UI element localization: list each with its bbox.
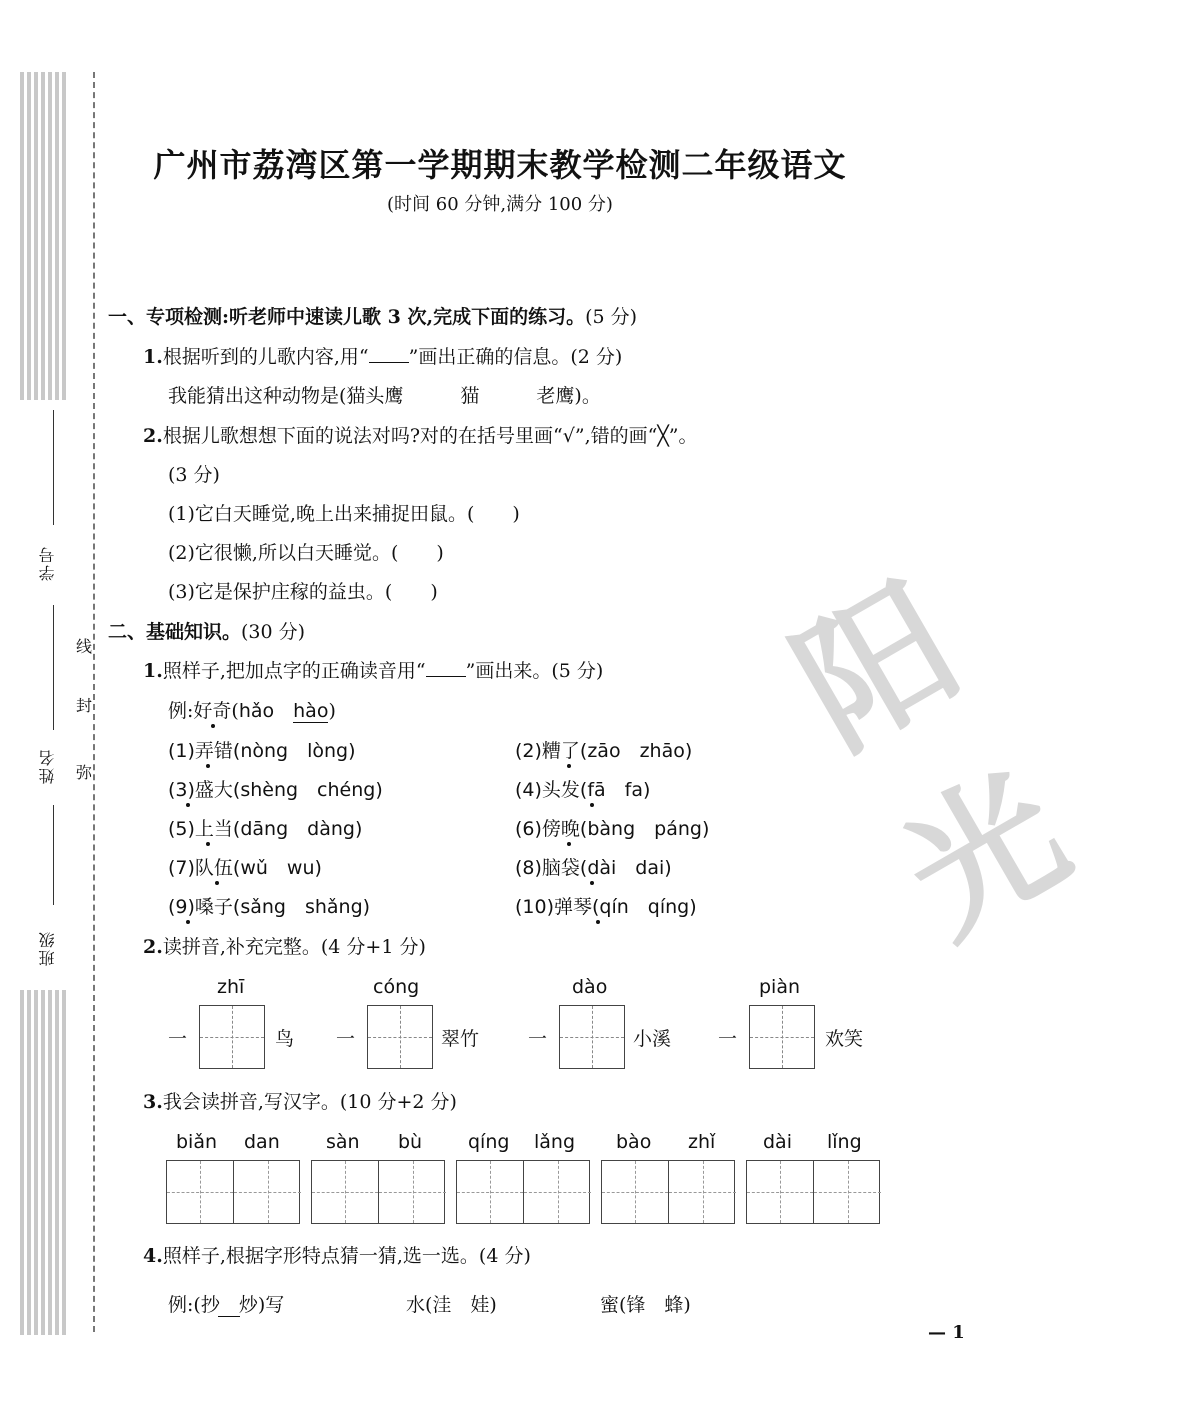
s1-q1-blank [369, 346, 409, 363]
name-label: 姓名 [38, 748, 57, 784]
section2-heading [108, 617, 305, 644]
s2-q1-num: 1. [143, 660, 163, 682]
s2-q3-pinyin: qíng [468, 1131, 510, 1153]
margin-stripes-bottom [20, 990, 68, 1335]
page-number: — 1 [928, 1322, 965, 1343]
s2-q2-prefix: 一 [718, 1028, 738, 1050]
margin-stripes-top [20, 72, 68, 400]
section2-score: (30 分) [241, 621, 306, 643]
s2-q3-grid[interactable] [166, 1160, 300, 1224]
s2-q2-pinyin: piàn [759, 976, 801, 998]
s2-q3-grid[interactable] [456, 1160, 590, 1224]
emphasis-dot [211, 724, 215, 728]
s2-q2 [143, 932, 426, 959]
s1-q2-num: 2. [143, 425, 163, 447]
emphasis-dot [186, 803, 190, 807]
s2-q1-example-py2: hào [293, 700, 329, 722]
seal-char-mi: 弥 [76, 763, 93, 782]
s2-q4-example-underline [218, 1316, 240, 1317]
seal-dashed-line [93, 72, 95, 1332]
s2-q3-num: 3. [143, 1091, 163, 1113]
s2-q1-example-prefix: 例:好奇( [168, 700, 239, 722]
emphasis-dot [590, 881, 594, 885]
s2-q1-item: (3)盛大(shèng chéng) [168, 779, 383, 801]
watermark: 阳光 [769, 560, 1086, 969]
s2-q3-pinyin: bào [616, 1131, 652, 1153]
seal-char-seal: 封 [76, 696, 93, 715]
emphasis-dot [596, 920, 600, 924]
s2-q1-item: (7)队伍(wǔ wu) [168, 857, 322, 879]
s2-q3-pinyin: dan [244, 1131, 280, 1153]
s2-q1-item: (4)头发(fā fa) [515, 779, 651, 801]
s2-q1-example-py1: hǎo [238, 700, 275, 722]
s1-q1-num: 1. [143, 346, 163, 368]
s2-q1-item: (6)傍晚(bàng páng) [515, 818, 710, 840]
s2-q3-pinyin: dài [763, 1131, 792, 1153]
s1-q2-item: (1)它白天睡觉,晚上出来捕捉田鼠。( ) [168, 503, 520, 525]
s2-q4-item: 水(洼 娃) [406, 1294, 497, 1316]
s2-q3-grid[interactable] [746, 1160, 880, 1224]
s2-q2-suffix: 翠竹 [441, 1028, 480, 1050]
s2-q2-box[interactable] [199, 1005, 265, 1069]
s1-q2-score: (3 分) [168, 464, 220, 486]
emphasis-dot [206, 842, 210, 846]
emphasis-dot [215, 881, 219, 885]
emphasis-dot [567, 842, 571, 846]
s2-q1-item: (2)糟了(zāo zhāo) [515, 740, 693, 762]
s2-q3-grid[interactable] [601, 1160, 735, 1224]
s2-q3-pinyin: bù [398, 1131, 423, 1153]
s2-q2-suffix: 小溪 [633, 1028, 672, 1050]
s2-q3-pinyin: lǐng [827, 1131, 862, 1153]
s2-q1-item: (10)弹琴(qín qíng) [515, 896, 697, 918]
s2-q3-pinyin: sàn [326, 1131, 360, 1153]
s2-q2-suffix: 欢笑 [825, 1028, 864, 1050]
student-id-label: 学号 [38, 545, 57, 581]
s1-q1-line2: 我能猜出这种动物是(猫头鹰 猫 老鹰)。 [168, 385, 601, 407]
s1-q2-item: (2)它很懒,所以白天睡觉。( ) [168, 542, 444, 564]
s1-q1-text-a: 根据听到的儿歌内容,用“ [162, 346, 369, 368]
emphasis-dot [206, 764, 210, 768]
s2-q2-pinyin: cóng [373, 976, 420, 998]
s2-q2-pinyin: zhī [217, 976, 245, 998]
s2-q2-box[interactable] [559, 1005, 625, 1069]
s2-q2-num: 2. [143, 936, 163, 958]
s2-q1-text-b: ”画出来。(5 分) [465, 660, 604, 682]
s2-q1-item: (8)脑袋(dài dai) [515, 857, 672, 879]
emphasis-dot [567, 764, 571, 768]
emphasis-dot [186, 920, 190, 924]
s2-q3-grid[interactable] [311, 1160, 445, 1224]
class-label: 班级 [38, 930, 57, 966]
name-line [53, 605, 54, 730]
section2-heading-text: 二、基础知识。 [108, 621, 242, 643]
s2-q1-example [168, 696, 336, 723]
s2-q3-pinyin: zhǐ [688, 1131, 716, 1153]
s2-q1 [143, 656, 603, 683]
s2-q3-text: 我会读拼音,写汉字。(10 分+2 分) [162, 1091, 457, 1113]
s2-q1-item: (9)嗓子(sǎng shǎng) [168, 896, 371, 918]
page-subtitle: (时间 60 分钟,满分 100 分) [387, 194, 613, 215]
s2-q4-example: 例:(抄 炒)写 [168, 1294, 285, 1316]
s1-q2-item: (3)它是保护庄稼的益虫。( ) [168, 581, 438, 603]
page-title: 广州市荔湾区第一学期期末教学检测二年级语文 [153, 146, 847, 184]
section1-heading-text: 一、专项检测:听老师中速读儿歌 3 次,完成下面的练习。 [108, 306, 586, 328]
section1-heading [108, 302, 637, 329]
s2-q3-pinyin: biǎn [176, 1131, 218, 1153]
s1-q1-text-b: ”画出正确的信息。(2 分) [408, 346, 623, 368]
s2-q4-text: 照样子,根据字形特点猜一猜,选一选。(4 分) [162, 1245, 531, 1267]
s1-q1 [143, 342, 622, 369]
s2-q4-item: 蜜(锋 蜂) [600, 1294, 691, 1316]
s2-q2-box[interactable] [749, 1005, 815, 1069]
s1-q2-text: 根据儿歌想想下面的说法对吗?对的在括号里画“√”,错的画“╳”。 [162, 425, 698, 447]
s2-q1-text-a: 照样子,把加点字的正确读音用“ [162, 660, 426, 682]
s2-q2-box[interactable] [367, 1005, 433, 1069]
name-line-2 [53, 805, 54, 905]
emphasis-dot [590, 803, 594, 807]
s2-q1-blank [426, 660, 466, 677]
s2-q3-pinyin: lǎng [534, 1131, 576, 1153]
s2-q1-item: (5)上当(dāng dàng) [168, 818, 363, 840]
s2-q3 [143, 1087, 457, 1114]
section1-score: (5 分) [585, 306, 638, 328]
seal-char-line: 线 [76, 637, 93, 656]
s2-q2-pinyin: dào [572, 976, 608, 998]
s1-q2 [143, 421, 697, 448]
s2-q2-suffix: 鸟 [275, 1028, 295, 1050]
student-id-line [53, 410, 54, 525]
s2-q2-prefix: 一 [168, 1028, 188, 1050]
s2-q1-item: (1)弄错(nòng lòng) [168, 740, 356, 762]
s2-q2-text: 读拼音,补充完整。(4 分+1 分) [162, 936, 426, 958]
s2-q4 [143, 1241, 531, 1268]
s2-q2-prefix: 一 [528, 1028, 548, 1050]
s2-q1-example-suffix: ) [328, 700, 336, 722]
s2-q2-prefix: 一 [336, 1028, 356, 1050]
s2-q4-num: 4. [143, 1245, 163, 1267]
